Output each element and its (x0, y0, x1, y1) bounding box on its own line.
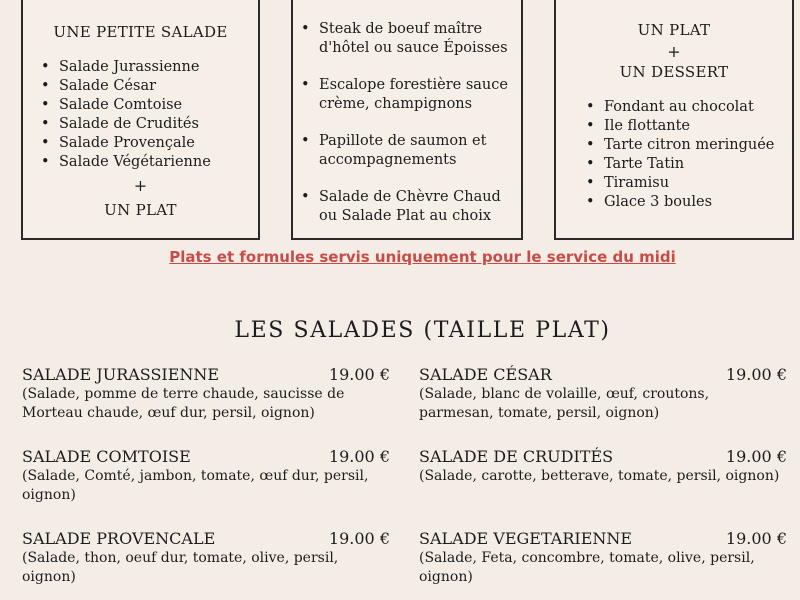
service-note: Plats et formules servis uniquement pour le service du midi (169, 248, 676, 266)
salad-description: (Salade, carotte, betterave, tomate, persil, oignon) (419, 468, 780, 484)
dessert-list (586, 98, 792, 212)
list-item: • Glace 3 boules (586, 193, 792, 212)
salad-item (419, 447, 787, 486)
main-dish-list (301, 20, 521, 226)
salad-item (22, 365, 390, 423)
salad-price: 19.00 € (328, 365, 390, 384)
section-title: LES SALADES (TAILLE PLAT) (234, 318, 611, 343)
menu-box-main-dishes (291, 0, 523, 240)
menu-box-salad-formula (21, 0, 260, 240)
list-item: • Papillote de saumon et accompagnements (301, 132, 521, 170)
salad-name: SALADE CÉSAR (419, 365, 552, 384)
salad-description: (Salade, Comté, jambon, tomate, œuf dur, persil, oignon) (22, 468, 369, 503)
list-item: • Salade Comtoise (41, 96, 258, 115)
box-heading: UN PLAT (637, 21, 711, 39)
list-item: • Salade Jurassienne (41, 58, 258, 77)
salad-item (419, 365, 787, 423)
salad-price: 19.00 € (328, 447, 390, 466)
salad-item (22, 447, 390, 505)
list-item: • Escalope forestière sauce crème, champignons (301, 76, 521, 114)
salad-item (419, 529, 787, 587)
menu-box-dessert-formula (554, 0, 794, 240)
salad-name: SALADE DE CRUDITÉS (419, 447, 614, 466)
list-item: • Salade Provençale (41, 134, 258, 153)
salad-description: (Salade, pomme de terre chaude, saucisse de Morteau chaude, œuf dur, persil, oignon) (22, 386, 345, 421)
salad-price: 19.00 € (725, 529, 787, 548)
plus-sign: + (667, 42, 681, 61)
list-item: • Ile flottante (586, 117, 792, 136)
salad-item (22, 529, 390, 587)
list-item: • Salade de Chèvre Chaud ou Salade Plat au choix (301, 188, 521, 226)
salad-price: 19.00 € (725, 447, 787, 466)
salad-name: SALADE JURASSIENNE (22, 365, 220, 384)
salad-price: 19.00 € (725, 365, 787, 384)
list-item: • Salade César (41, 77, 258, 96)
list-item: • Tarte Tatin (586, 155, 792, 174)
salad-description: (Salade, Feta, concombre, tomate, olive, persil, oignon) (419, 550, 755, 585)
salad-name: SALADE COMTOISE (22, 447, 191, 466)
list-item: • Steak de boeuf maître d'hôtel ou sauce Époisses (301, 20, 521, 58)
salad-description: (Salade, blanc de volaille, œuf, croutons, parmesan, tomate, persil, oignon) (419, 386, 710, 421)
salad-choice-list (41, 58, 258, 172)
salad-name: SALADE PROVENCALE (22, 529, 216, 548)
list-item: • Fondant au chocolat (586, 98, 792, 117)
salad-price: 19.00 € (328, 529, 390, 548)
box-heading: UNE PETITE SALADE (53, 23, 228, 41)
list-item: • Salade de Crudités (41, 115, 258, 134)
salad-description: (Salade, thon, oeuf dur, tomate, olive, persil, oignon) (22, 550, 339, 585)
list-item: • Tiramisu (586, 174, 792, 193)
salad-name: SALADE VEGETARIENNE (419, 529, 633, 548)
list-item: • Tarte citron meringuée (586, 136, 792, 155)
box-footer: UN PLAT (104, 201, 177, 219)
list-item: • Salade Végétarienne (41, 153, 258, 172)
box-heading-dessert: UN DESSERT (619, 63, 729, 81)
plus-sign: + (133, 176, 148, 195)
